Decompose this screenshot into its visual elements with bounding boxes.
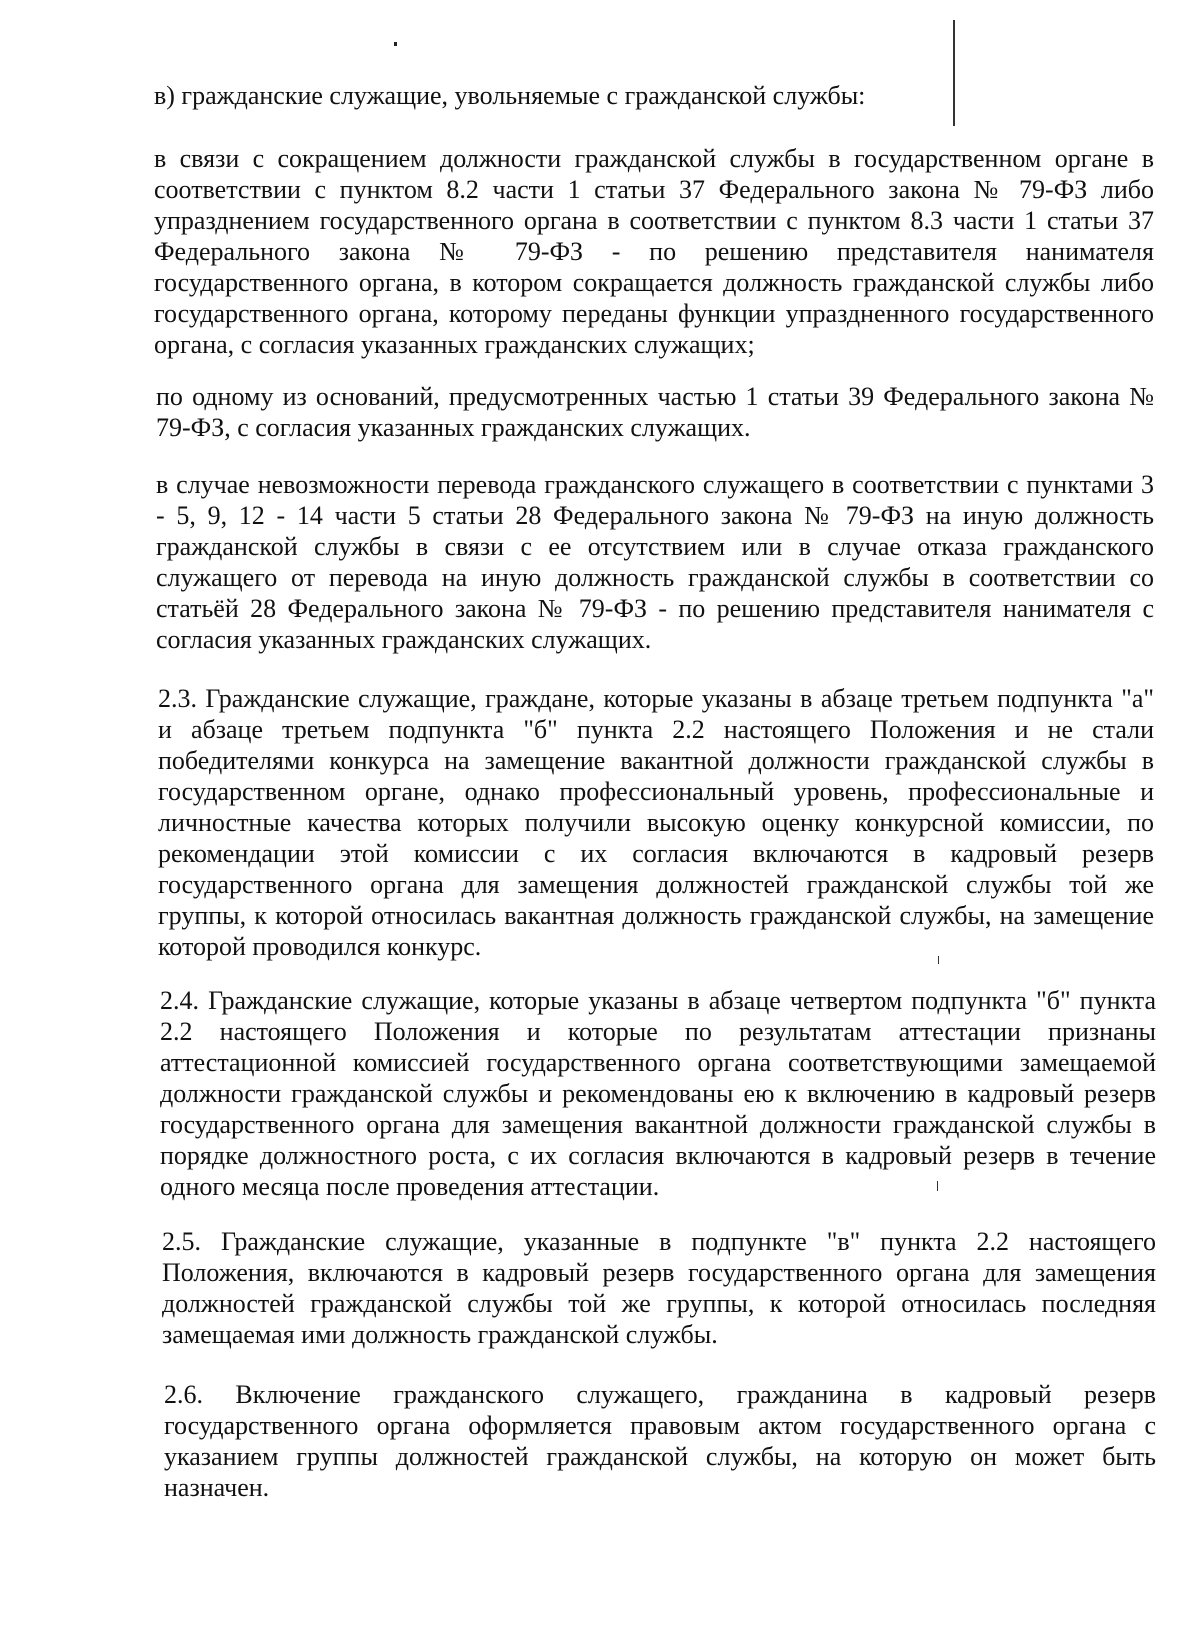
scan-margin-line: [953, 20, 955, 126]
paragraph-grounds-art39: по одному из оснований, предусмотренных частью 1 статьи 39 Федерального закона № 79-ФЗ, с согласия указанных гражданских служащих.: [156, 382, 1154, 442]
paragraph-reduction: в связи с сокращением должности гражданской службы в государственном органе в соответствии с пунктом 8.2 части 1 статьи 37 Федерального закона № 79-ФЗ либо упразднением государственного органа в соответствии с пунктом 8.3 части 1 статьи 37 Федерального закона № 79-ФЗ - по решению представителя нанимателя государственного органа, в котором сокращается должность гражданской службы либо государственного органа, которому переданы функции упраздненного государственного органа, с согласия указанных гражданских служащих;: [154, 144, 1154, 359]
paragraph-item-v: в) гражданские служащие, увольняемые с гражданской службы:: [154, 81, 866, 110]
paragraph-2-6: 2.6. Включение гражданского служащего, гражданина в кадровый резерв государственного органа оформляется правовым актом государственного органа с указанием группы должностей гражданской службы, на которую он может быть назначен.: [164, 1380, 1156, 1502]
scan-speck: [394, 42, 397, 46]
paragraph-2-4: 2.4. Гражданские служащие, которые указаны в абзаце четвертом подпункта "б" пункта 2.2 настоящего Положения и которые по результатам аттестации признаны аттестационной комиссией государственного органа соответствующими замещаемой должности гражданской службы и рекомендованы ею к включению в кадровый резерв государственного органа для замещения вакантной должности гражданской службы в порядке должностного роста, с их согласия включаются в кадровый резерв в течение одного месяца после проведения аттестации.: [160, 986, 1156, 1201]
paragraph-2-5: 2.5. Гражданские служащие, указанные в подпункте "в" пункта 2.2 настоящего Положения, включаются в кадровый резерв государственного органа для замещения должностей гражданской службы той же группы, к которой относилась последняя замещаемая ими должность гражданской службы.: [162, 1227, 1156, 1349]
paragraph-transfer-impossible: в случае невозможности перевода гражданского служащего в соответствии с пунктами 3 - 5, 9, 12 - 14 части 5 статьи 28 Федерального закона № 79-ФЗ на иную должность гражданской службы в связи с ее отсутствием или в случае отказа гражданского служащего от перевода на иную должность гражданской службы в соответствии со статьёй 28 Федерального закона № 79-ФЗ - по решению представителя нанимателя с согласия указанных гражданских служащих.: [156, 470, 1154, 654]
paragraph-2-3: 2.3. Гражданские служащие, граждане, которые указаны в абзаце третьем подпункта "а" и абзаце третьем подпункта "б" пункта 2.2 настоящего Положения и не стали победителями конкурса на замещение вакантной должности гражданской службы в государственном органе, однако профессиональный уровень, профессиональные и личностные качества которых получили высокую оценку конкурсной комиссии, по рекомендации этой комиссии с их согласия включаются в кадровый резерв государственного органа для замещения должностей гражданской службы той же группы, к которой относилась вакантная должность гражданской службы, на замещение которой проводился конкурс.: [158, 684, 1154, 961]
